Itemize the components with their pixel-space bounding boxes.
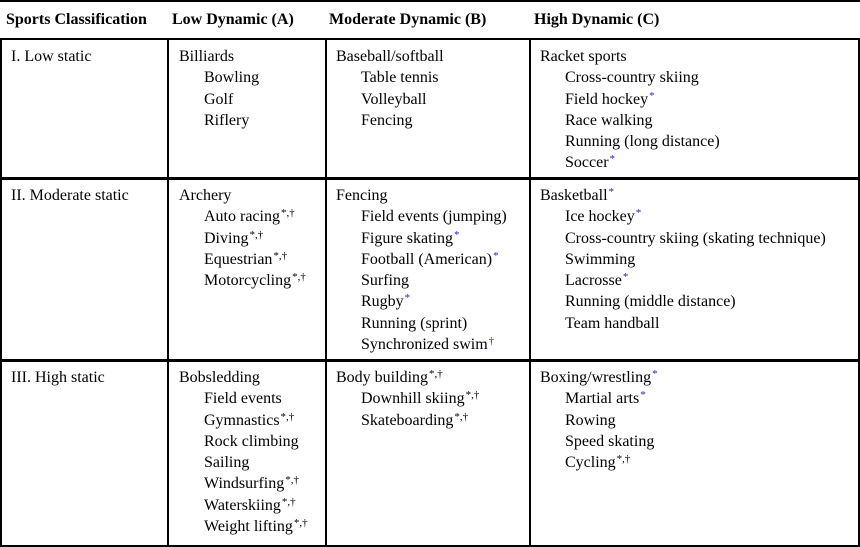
sport-name: Bobsledding xyxy=(179,369,260,386)
footnote-marker: * xyxy=(608,186,615,198)
rule-header xyxy=(0,38,860,40)
footnote-marker: * xyxy=(622,271,629,284)
footnote-marker: *,† xyxy=(454,410,469,423)
footnote-marker: * xyxy=(635,207,642,220)
sport-item xyxy=(540,313,826,334)
sport-item xyxy=(336,334,507,355)
cell-low-static-low-dynamic xyxy=(179,46,259,131)
sport-name: Table tennis xyxy=(361,69,439,87)
sport-name: Cross-country skiing (skating technique) xyxy=(565,229,826,247)
sport-name: Ice hockey xyxy=(565,208,635,226)
sport-name: Soccer xyxy=(565,154,609,172)
sport-name: Basketball xyxy=(540,187,608,204)
sport-item xyxy=(540,46,720,67)
sport-name: Gymnastics xyxy=(204,411,280,429)
sport-item xyxy=(336,367,479,388)
sport-name: Volleyball xyxy=(361,90,427,108)
sport-name: Windsurfing xyxy=(204,475,285,493)
sport-item xyxy=(179,452,308,473)
sport-item xyxy=(179,495,308,516)
sport-item xyxy=(336,110,444,131)
sport-name: Rowing xyxy=(565,411,616,429)
sport-name: Billiards xyxy=(179,48,235,65)
sport-item xyxy=(540,410,658,431)
sport-item xyxy=(540,206,826,227)
sport-name: Skateboarding xyxy=(361,411,454,429)
cell-moderate-static-low-dynamic xyxy=(179,185,306,291)
footnote-marker: *,† xyxy=(280,207,295,220)
sport-name: Surfing xyxy=(361,272,409,290)
footnote-marker: *,† xyxy=(273,249,288,262)
row-label-low-static: I. Low static xyxy=(11,48,92,65)
sport-item xyxy=(540,367,658,388)
sport-name: Cycling xyxy=(565,454,616,472)
sport-name: Synchronized swim xyxy=(361,336,488,354)
sport-item xyxy=(336,46,444,67)
footnote-marker: *,† xyxy=(616,453,631,466)
footnote-marker: *,† xyxy=(293,517,308,530)
sport-item xyxy=(179,270,306,291)
sport-name: Field events xyxy=(204,390,282,408)
sport-item xyxy=(336,313,507,334)
sport-item xyxy=(336,270,507,291)
cell-moderate-static-moderate-dynamic xyxy=(336,185,507,355)
sport-name: Weight lifting xyxy=(204,518,293,536)
sport-item xyxy=(179,110,259,131)
sport-name: Martial arts xyxy=(565,390,640,408)
sport-name: Running (sprint) xyxy=(361,314,468,332)
sport-name: Waterskiing xyxy=(204,496,281,514)
sport-item xyxy=(179,206,306,227)
sport-item xyxy=(179,516,308,537)
sport-item xyxy=(540,131,720,152)
sport-name: Downhill skiing xyxy=(361,390,465,408)
sport-item xyxy=(540,152,720,173)
footnote-marker: *,† xyxy=(285,474,299,487)
sport-item xyxy=(179,46,259,67)
cell-high-static-moderate-dynamic xyxy=(336,367,479,431)
cell-high-static-high-dynamic xyxy=(540,367,658,473)
rule-row-2 xyxy=(0,359,860,362)
sport-name: Team handball xyxy=(565,314,660,332)
sport-name: Riflery xyxy=(204,111,250,129)
sport-name: Archery xyxy=(179,187,232,204)
sport-name: Football (American) xyxy=(361,250,493,268)
sport-name: Diving xyxy=(204,229,249,247)
sport-name: Rugby xyxy=(361,293,404,311)
rule-col-left xyxy=(0,38,2,547)
sport-name: Fencing xyxy=(361,111,413,129)
sport-name: Equestrian xyxy=(204,250,273,268)
footnote-marker: * xyxy=(640,389,646,402)
sport-name: Speed skating xyxy=(565,432,655,450)
sport-name: Race walking xyxy=(565,111,653,129)
sport-name: Field hockey xyxy=(565,90,649,108)
sport-name: Figure skating xyxy=(361,229,453,247)
sport-name: Running (middle distance) xyxy=(565,293,736,311)
sport-item xyxy=(336,410,479,431)
footnote-marker: * xyxy=(454,228,460,241)
footnote-marker: *,† xyxy=(249,228,264,241)
sport-item xyxy=(540,110,720,131)
sport-name: Sailing xyxy=(204,454,250,472)
sport-item xyxy=(179,431,308,452)
rule-col-b xyxy=(325,38,327,547)
sport-name: Motorcycling xyxy=(204,272,292,290)
sport-item xyxy=(540,452,658,473)
sport-item xyxy=(336,249,507,270)
sport-item xyxy=(179,67,259,88)
sport-name: Racket sports xyxy=(540,48,627,65)
sport-item xyxy=(179,473,308,494)
sport-item xyxy=(540,270,826,291)
sport-item xyxy=(179,228,306,249)
cell-moderate-static-high-dynamic xyxy=(540,185,826,334)
sport-item xyxy=(336,185,507,206)
sport-item xyxy=(179,367,308,388)
footnote-marker: *,† xyxy=(465,389,480,402)
sport-item xyxy=(336,291,507,312)
sport-item xyxy=(540,67,720,88)
sport-item xyxy=(336,67,444,88)
sport-item xyxy=(540,185,826,206)
sport-item xyxy=(179,89,259,110)
rule-col-a xyxy=(167,38,169,547)
footnote-marker: *,† xyxy=(280,410,295,423)
rule-top xyxy=(0,0,860,2)
cell-low-static-moderate-dynamic xyxy=(336,46,444,131)
footnote-marker: † xyxy=(488,335,495,348)
sport-name: Lacrosse xyxy=(565,272,622,290)
sport-name: Golf xyxy=(204,90,234,108)
sport-name: Baseball/softball xyxy=(336,48,444,65)
footnote-marker: * xyxy=(649,89,655,102)
footnote-marker: *,† xyxy=(292,271,306,284)
header-low-dynamic: Low Dynamic (A) xyxy=(172,11,294,28)
sport-item xyxy=(540,249,826,270)
footnote-marker: * xyxy=(493,249,499,262)
header-moderate-dynamic: Moderate Dynamic (B) xyxy=(329,11,487,28)
sport-name: Fencing xyxy=(336,187,388,204)
sport-name: Boxing/wrestling xyxy=(540,369,652,386)
footnote-marker: *,† xyxy=(429,368,443,380)
sport-item xyxy=(336,206,507,227)
sport-name: Rock climbing xyxy=(204,432,299,450)
row-label-moderate-static: II. Moderate static xyxy=(11,187,129,204)
sport-item xyxy=(179,185,306,206)
row-label-high-static: III. High static xyxy=(11,369,105,386)
cell-low-static-high-dynamic xyxy=(540,46,720,174)
sport-item xyxy=(179,410,308,431)
rule-col-c xyxy=(529,38,531,547)
footnote-marker: * xyxy=(609,153,616,166)
sport-item xyxy=(179,388,308,409)
header-high-dynamic: High Dynamic (C) xyxy=(534,11,660,28)
sport-item xyxy=(336,89,444,110)
sport-name: Bowling xyxy=(204,69,260,87)
sport-item xyxy=(336,228,507,249)
sport-item xyxy=(336,388,479,409)
sport-item xyxy=(179,249,306,270)
footnote-marker: * xyxy=(652,368,658,380)
sport-name: Running (long distance) xyxy=(565,133,720,151)
sport-name: Field events (jumping) xyxy=(361,208,507,226)
footnote-marker: *,† xyxy=(281,495,296,508)
sport-name: Body building xyxy=(336,369,429,386)
sport-item xyxy=(540,228,826,249)
sport-name: Swimming xyxy=(565,250,636,268)
sport-item xyxy=(540,431,658,452)
cell-high-static-low-dynamic xyxy=(179,367,308,537)
footnote-marker: * xyxy=(404,292,411,305)
sport-item xyxy=(540,89,720,110)
sport-item xyxy=(540,291,826,312)
header-sports-classification: Sports Classification xyxy=(6,11,147,28)
sport-name: Cross-country skiing xyxy=(565,69,699,87)
sport-name: Auto racing xyxy=(204,208,280,226)
sport-item xyxy=(540,388,658,409)
rule-row-1 xyxy=(0,177,860,180)
